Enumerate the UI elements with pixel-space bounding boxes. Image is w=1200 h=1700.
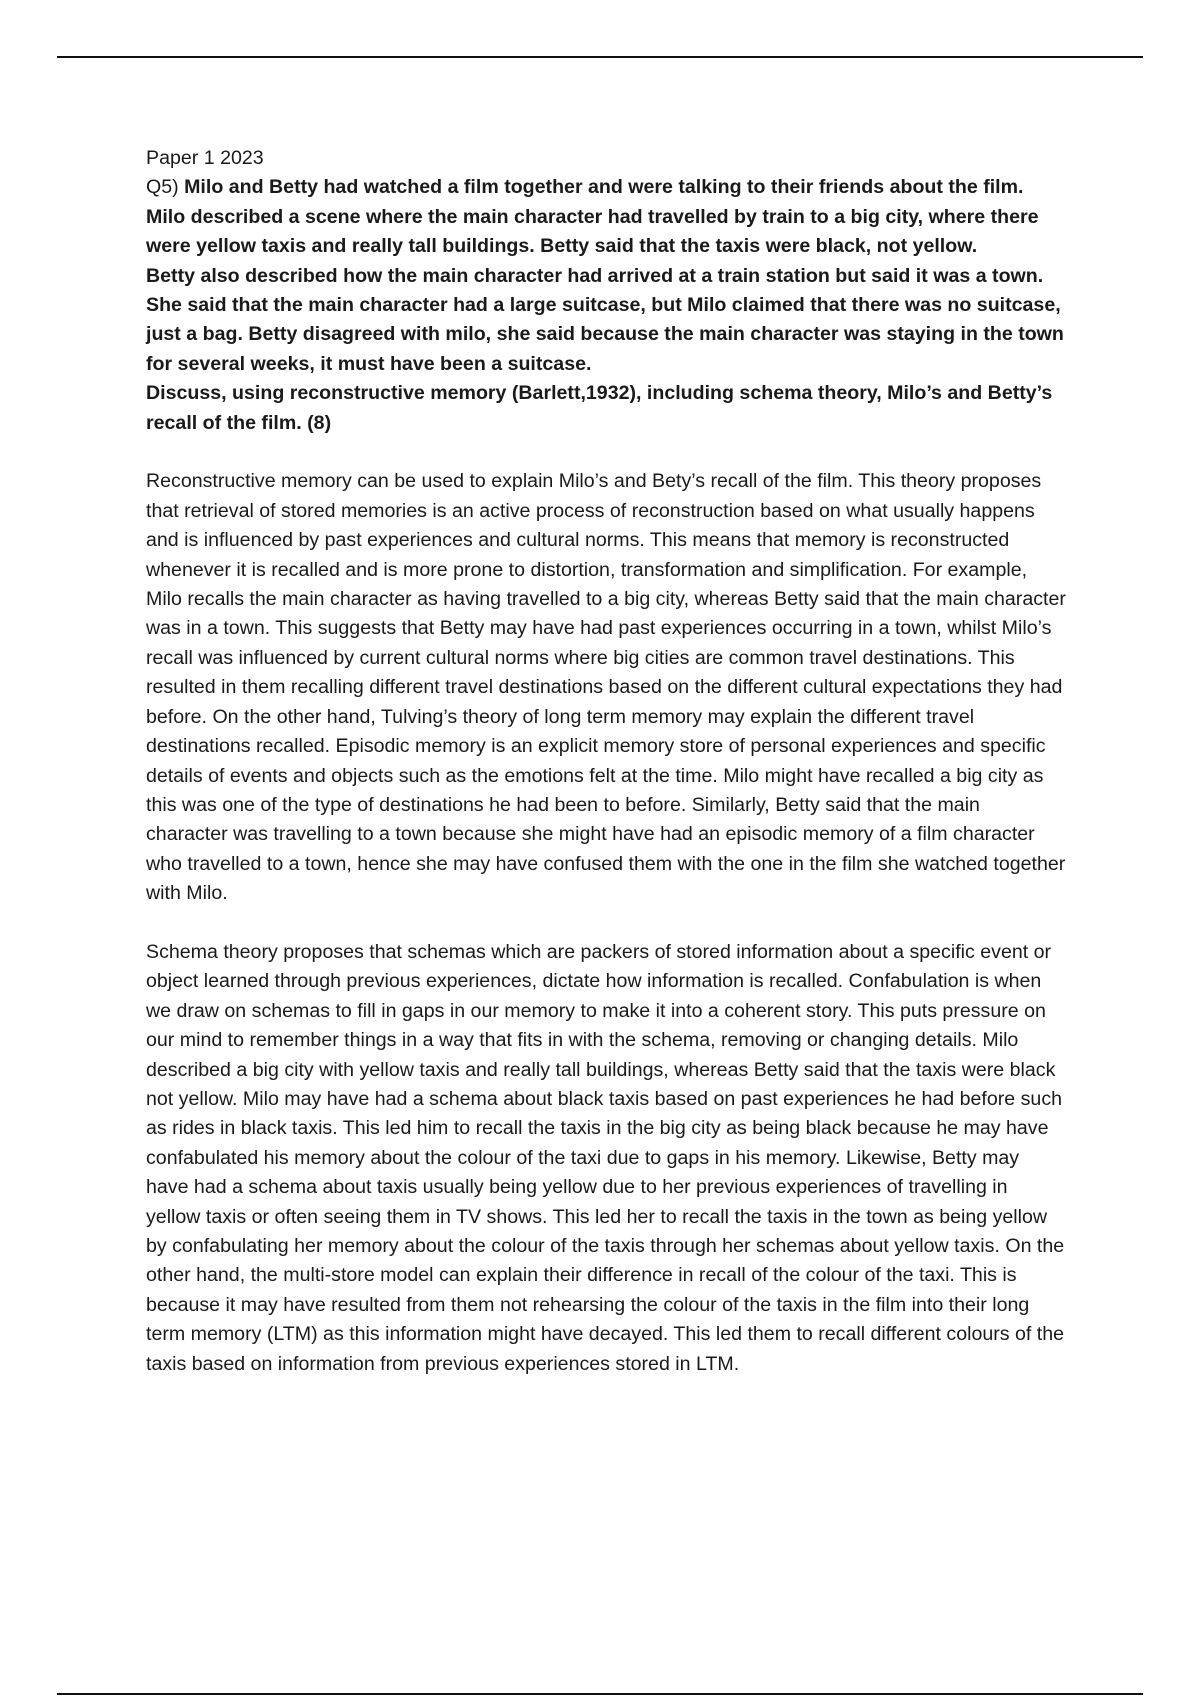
answer-paragraph-2: Schema theory proposes that schemas which are packers of stored information about a specific event or object learned through previous experiences, dictate how information is recalled. Confabulation is when we draw on schemas to fill in gaps in our memory to make it into a coherent story. This puts pressure on our mind to remember things in a way that fits in with the schema, removing or changing details. Milo described a big city with yellow taxis and really tall buildings, whereas Betty said that the taxis were black not yellow. Milo may have had a schema about black taxis based on past experiences he had before such as rides in black taxis. This led him to recall the taxis in the big city as being black because he may have confabulated his memory about the colour of the taxi due to gaps in his memory. Likewise, Betty may have had a schema about taxis usually being yellow due to her previous experiences of travelling in yellow taxis or often seeing them in TV shows. This led her to recall the taxis in the town as being yellow by confabulating her memory about the colour of the taxis through her schemas about yellow taxis. On the other hand, the multi-store model can explain their difference in recall of the colour of the taxi. This is because it may have resulted from them not rehearsing the colour of the taxis in the film into their long term memory (LTM) as this information might have decayed. This led them to recall different colours of the taxis based on information from previous experiences stored in LTM.: [146, 940, 1065, 1375]
bottom-divider: [57, 1693, 1143, 1695]
question-number: Q5): [146, 176, 179, 199]
top-divider: [57, 56, 1143, 58]
question-text: Milo and Betty had watched a film together and were talking to their friends about the film. Milo described a scene where the main character had travelled by train to a big city, where there were yellow taxis and really tall buildings. Betty said that the taxis were black, not yellow.: [146, 176, 1039, 258]
answer-paragraph-1: Reconstructive memory can be used to explain Milo’s and Bety’s recall of the film. This theory proposes that retrieval of stored memories is an active process of reconstruction based on what usually happens and is influenced by past experiences and cultural norms. This means that memory is reconstructed whenever it is recalled and is more prone to distortion, transformation and simplification. For example, Milo recalls the main character as having travelled to a big city, whereas Betty said that the main character was in a town. This suggests that Betty may have had past experiences occurring in a town, whilst Milo’s recall was influenced by current cultural norms where big cities are common travel destinations. This resulted in them recalling different travel destinations based on the different cultural expectations they had before. On the other hand, Tulving’s theory of long term memory may explain the different travel destinations recalled. Episodic memory is an explicit memory store of personal experiences and specific details of events and objects such as the emotions felt at the time. Milo might have recalled a big city as this was one of the type of destinations he had been to before. Similarly, Betty said that the main character was travelling to a town because she might have had an episodic memory of a film character who travelled to a town, hence she may have confused them with the one in the film she watched together with Milo.: [146, 470, 1066, 905]
question-paragraph: Betty also described how the main character had arrived at a train station but said it was a town. She said that the main character had a large suitcase, but Milo claimed that there was no suitcase, just a bag. Betty disagreed with milo, she said because the main character was staying in the town for several weeks, it must have been a suitcase.: [146, 264, 1064, 375]
paper-title: Paper 1 2023: [146, 147, 264, 169]
question-intro: [146, 173, 1066, 261]
question-prompt: Discuss, using reconstructive memory (Barlett,1932), including schema theory, Milo’s and Betty’s recall of the film. (8): [146, 382, 1053, 434]
document-body: [146, 144, 1066, 1379]
